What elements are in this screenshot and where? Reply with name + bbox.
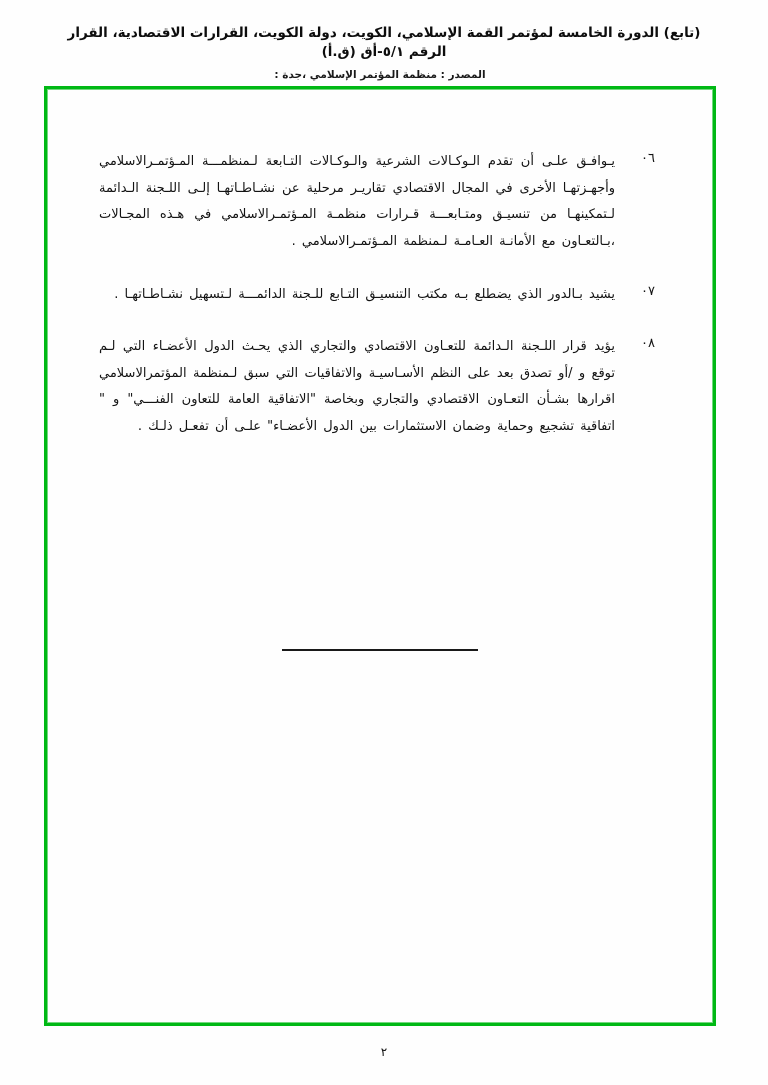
item-number: ٠٨: [641, 336, 655, 352]
item-text: يشيد بـالدور الذي يضطلع بـه مكتب التنسيـق التـابع للـجنة الدائمـــة لـتسهيل نشـاطـاتهـا .: [114, 286, 615, 302]
section-divider: [282, 649, 478, 651]
item-text: يـوافـق علـى أن تقدم الـوكـالات الشرعية والـوكـالات التـابعة لـمنظمـــة المـؤتمـرالاسلامي وأجهـزتهـا الأخرى في المجال الاقتصادي تقاريـر مرحلية عن نشـاطـاتهـا إلـى اللـجنة الـدائمة لـتمكينهـا من تنسيـق ومتـابعـــة قـرارات منظمـة المـؤتمـرالاسلامي في هـذه المجـالات ،بـالتعـاون مع الأمانـة العـامـة لـمنظمة المـؤتمـرالاسلامي .: [99, 154, 615, 249]
document-header: [0, 24, 768, 81]
resolution-items-list: [81, 149, 679, 467]
item-number: ٠٦: [641, 151, 655, 166]
green-border-frame: [44, 86, 716, 1026]
list-item: [81, 149, 679, 256]
page-number: ٢: [380, 1045, 388, 1059]
list-item: [81, 334, 679, 441]
source-line: المصدر : منظمة المؤتمر الإسلامي ،جدة :: [274, 68, 486, 81]
section-divider-wrap: [47, 649, 713, 651]
list-item: [81, 282, 679, 309]
item-number: ٠٧: [641, 283, 655, 299]
page-title: (تابع) الدورة الخامسة لمؤتمر القمة الإسلامي، الكويت، دولة الكويت، القرارات الاقتصادية، القرار الرقم ٥/١-أق (ق.أ): [67, 25, 701, 60]
item-text: يؤيد قرار اللـجنة الـدائمة للتعـاون الاقتصادي والتجاري الذي يحـث الدول الأعضـاء التي لـم توقع و /أو تصدق بعد على النظم الأسـاسيـة والاتفاقيات التي سبق لـمنظمة المؤتمرالاسلامي اقرارها بشـأن التعـاون الاقتصادي والتجاري وبخاصة "الاتفاقية العامة للتعاون الفنـــي" و " اتفاقية تشجيع وحماية وضمان الاستثمارات بين الدول الأعضـاء" علـى أن تفعـل ذلـك .: [99, 339, 615, 435]
